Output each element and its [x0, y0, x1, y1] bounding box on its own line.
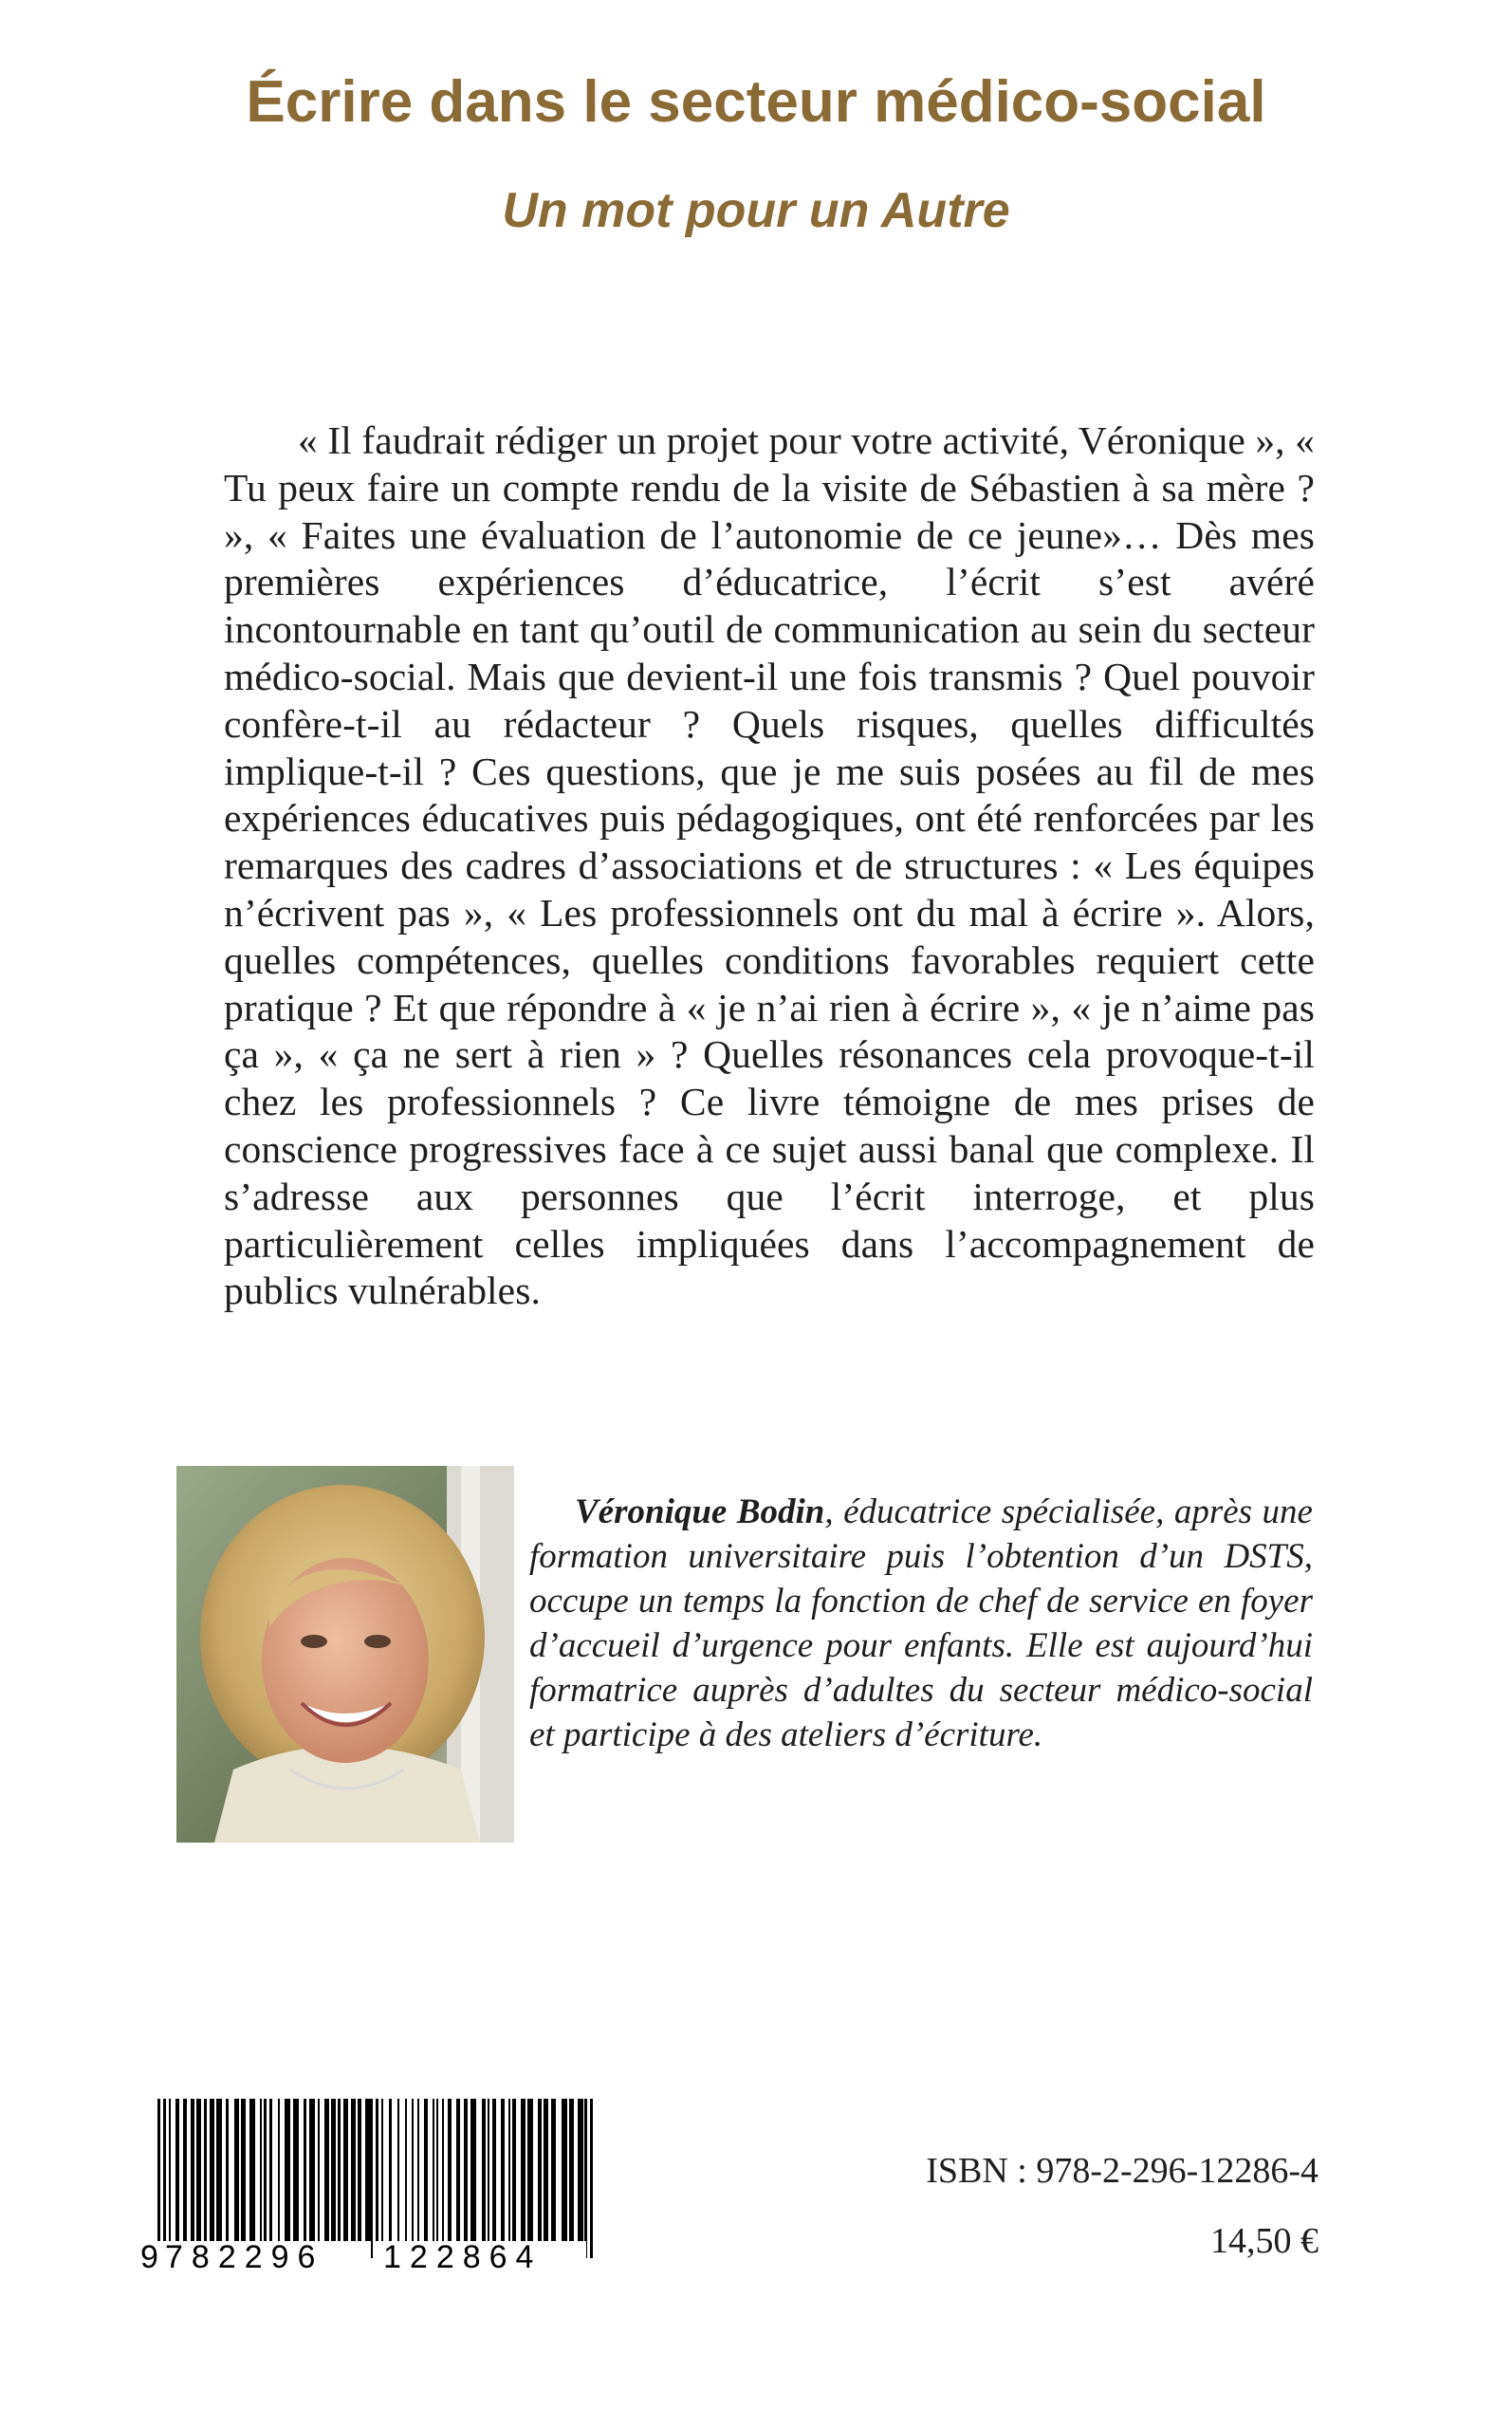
- barcode-bar: [405, 2099, 407, 2241]
- barcode-bar: [464, 2099, 468, 2241]
- barcode-first-digit: 9: [140, 2239, 158, 2270]
- barcode-bar: [389, 2099, 392, 2241]
- barcode-bar: [191, 2099, 194, 2241]
- barcode-bar: [338, 2099, 341, 2241]
- barcode-bar: [241, 2099, 246, 2241]
- barcode-bar: [204, 2099, 207, 2241]
- barcode-bar: [412, 2099, 414, 2241]
- barcode-bar: [324, 2099, 329, 2241]
- barcode-bar: [183, 2099, 187, 2241]
- barcode-bar: [343, 2099, 348, 2241]
- author-portrait-image: [176, 1466, 514, 1843]
- barcode-bar: [527, 2099, 533, 2241]
- barcode-bar: [584, 2099, 587, 2258]
- barcode-bar: [436, 2099, 438, 2241]
- barcode-bar: [456, 2099, 460, 2241]
- barcode-bar: [370, 2099, 373, 2258]
- barcode-bar: [269, 2099, 272, 2241]
- barcode-bar: [157, 2099, 160, 2258]
- barcode-bar: [501, 2099, 505, 2241]
- barcode-bar: [538, 2099, 542, 2241]
- isbn: ISBN : 978-2-296-12286-4: [926, 2151, 1318, 2191]
- barcode-bar: [424, 2099, 428, 2241]
- barcode-bar: [521, 2099, 526, 2241]
- barcode-bar: [508, 2099, 510, 2241]
- author-photo: [176, 1466, 514, 1843]
- barcode-bar: [488, 2099, 489, 2241]
- barcode-bar: [562, 2099, 567, 2241]
- barcode-bar: [264, 2099, 267, 2241]
- barcode-bar: [544, 2099, 548, 2241]
- barcode-bar: [293, 2099, 299, 2241]
- price: 14,50 €: [1210, 2221, 1318, 2261]
- barcode: [133, 2099, 607, 2270]
- author-bio-text: , éducatrice spécialisée, après une formation universitaire puis l’obtention d’un DSTS, occupe un temps la fonction de chef de service en foyer d’accueil d’urgence pour enfants. Elle est aujourd’hui formatrice auprès d’adultes du secteur médico-social et participe à des ateliers d’écriture.: [529, 1492, 1313, 1754]
- book-subtitle: Un mot pour un Autre: [502, 183, 1010, 238]
- barcode-bar: [309, 2099, 315, 2241]
- barcode-bar: [551, 2099, 556, 2241]
- barcode-bar: [376, 2099, 378, 2258]
- barcode-bar: [285, 2099, 290, 2241]
- barcode-bar: [365, 2099, 370, 2241]
- barcode-bar: [278, 2099, 280, 2241]
- barcode-bar: [175, 2099, 179, 2241]
- barcode-bar: [492, 2099, 496, 2241]
- barcode-bar: [260, 2099, 262, 2241]
- back-cover-blurb: « Il faudrait rédiger un projet pour votre activité, Véronique », « Tu peux faire un compte rendu de la visite de Sébastien à sa mère ? », « Faites une évaluation de l’autonomie de ce jeune»… Dès mes premières expériences d’éducatrice, l’écrit s’est avéré incontournable en tant qu’outil de communication au sein du secteur médico-social. Mais que devient-il une fois transmis ? Quel pouvoir confère-t-il au rédacteur ? Quels risques, quelles difficultés implique-t-il ? Ces questions, que je me suis posées au fil de mes expériences éducatives puis pédagogiques, ont été renforcées par les remarques des cadres d’associations et de structures : « Les équipes n’écrivent pas », « Les professionnels ont du mal à écrire ». Alors, quelles compétences, quelles conditions favorables requiert cette pratique ? Et que répondre à « je n’ai rien à écrire », « je n’aime pas ça », « ça ne sert à rien » ? Quelles résonances cela provoque-t-il chez les professionnels ? Ce livre témoigne de mes prises de conscience progressives face à ce sujet aussi banal que complexe. Il s’adresse aux personnes que l’écrit interroge, et plus particulièrement celles impliquées dans l’accompagnement de publics vulnérables.: [224, 418, 1315, 1313]
- barcode-bar: [578, 2099, 583, 2241]
- barcode-left-digits: 782296: [165, 2239, 324, 2270]
- barcode-bar: [351, 2099, 356, 2241]
- barcode-bar: [512, 2099, 516, 2241]
- barcode-bar: [470, 2099, 476, 2241]
- author-bio: [529, 1490, 1313, 1757]
- barcode-bar: [304, 2099, 306, 2241]
- barcode-bar: [433, 2099, 434, 2241]
- barcode-bar: [318, 2099, 320, 2241]
- barcode-bar: [216, 2099, 222, 2241]
- book-title: Écrire dans le secteur médico-social: [246, 69, 1266, 135]
- barcode-bar: [381, 2099, 383, 2241]
- barcode-right-digits: 122864: [383, 2239, 543, 2270]
- barcode-bar: [226, 2099, 229, 2241]
- barcode-bar: [590, 2099, 593, 2258]
- barcode-bar: [331, 2099, 336, 2241]
- barcode-bars: [157, 2099, 593, 2258]
- barcode-bar: [163, 2099, 166, 2258]
- barcode-bar: [234, 2099, 239, 2241]
- author-name: Véronique Bodin: [575, 1492, 825, 1531]
- barcode-bar: [397, 2099, 399, 2241]
- barcode-bar: [210, 2099, 214, 2241]
- barcode-bar: [417, 2099, 419, 2241]
- barcode-bar: [569, 2099, 574, 2241]
- barcode-bar: [196, 2099, 201, 2241]
- barcode-bar: [448, 2099, 452, 2241]
- barcode-bar: [482, 2099, 486, 2241]
- barcode-bar: [358, 2099, 361, 2241]
- barcode-bar: [249, 2099, 255, 2241]
- barcode-bar: [442, 2099, 444, 2241]
- barcode-bar: [169, 2099, 171, 2241]
